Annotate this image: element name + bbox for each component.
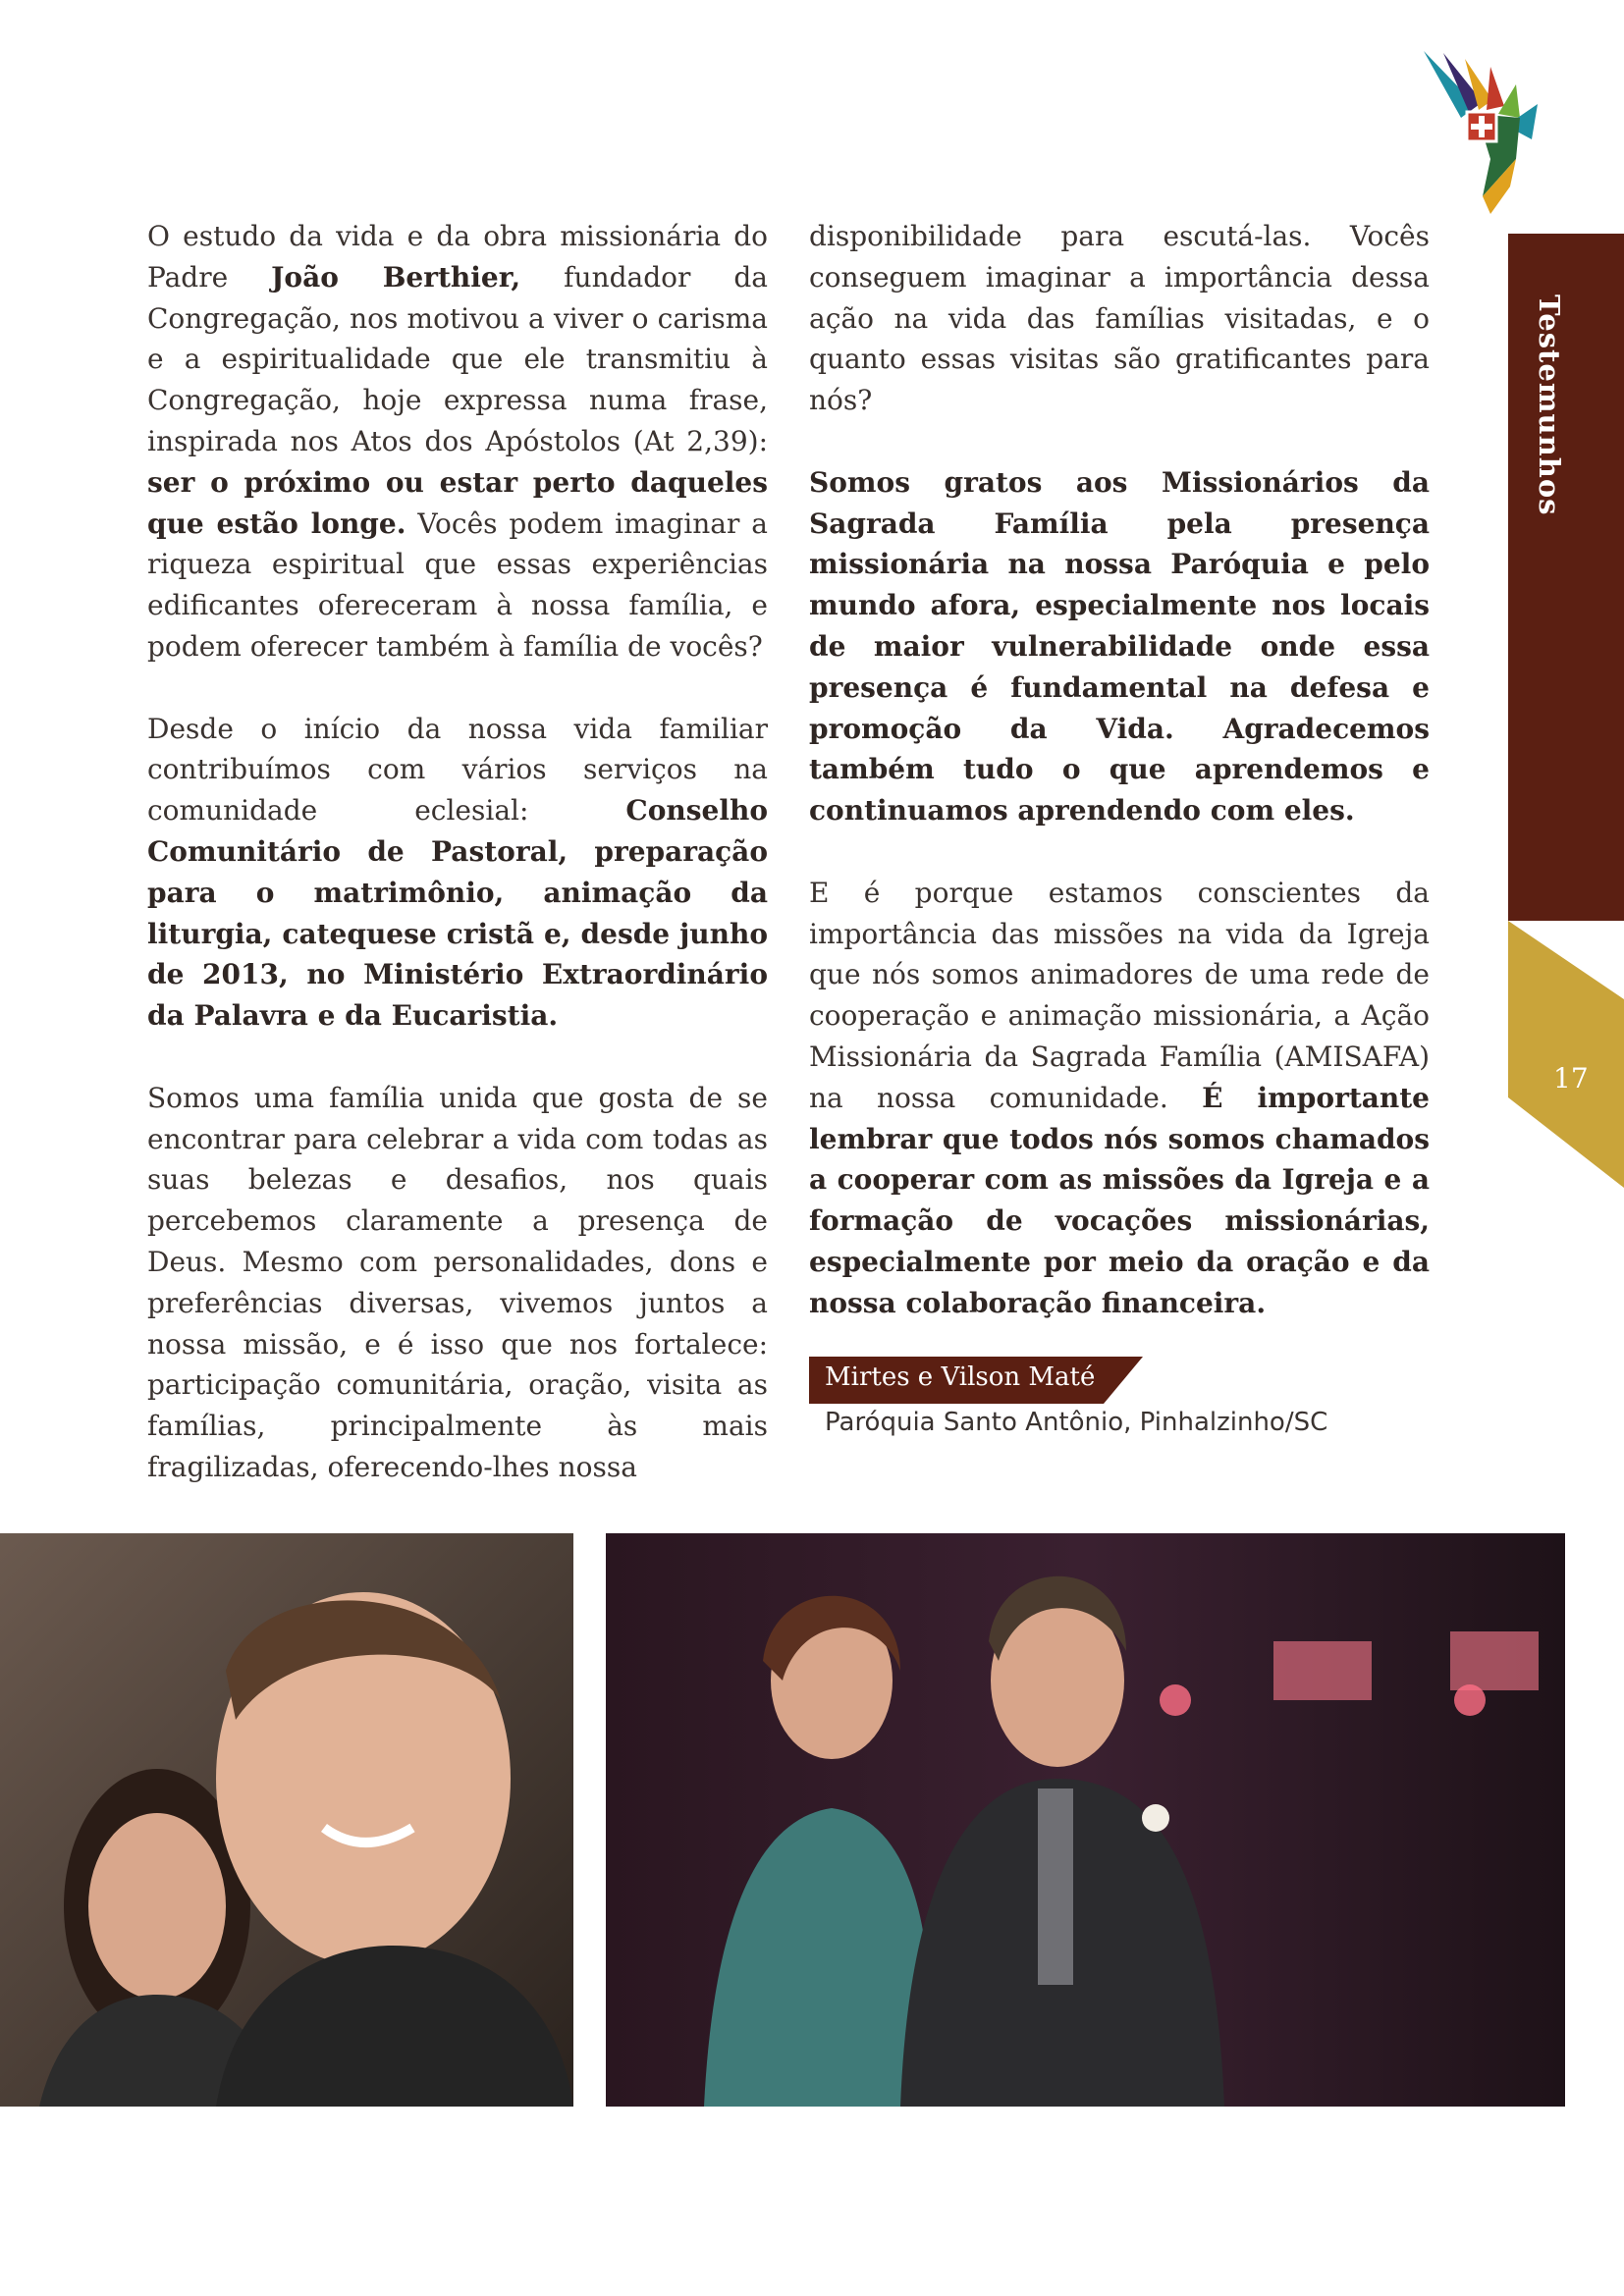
body-text: Vocês podem imaginar a riqueza espiritual que essas experiências edificantes ofereceram à nossa família, e podem oferecer também à família de vocês? — [147, 507, 768, 663]
couple-photo-young — [0, 1533, 573, 2107]
bold-text: ser o próximo ou estar perto daqueles que estão longe. — [147, 465, 768, 540]
paragraph — [809, 873, 1430, 1324]
paragraph — [809, 462, 1430, 831]
body-text: O estudo da vida e da obra missionária do Padre — [147, 220, 768, 294]
left-column — [147, 216, 768, 1529]
bold-text: Somos gratos aos Missionários da Sagrada Família pela presença missionária na nossa Paróquia e pelo mundo afora, especialmente nos locais de maior vulnerabilidade onde essa presença é fundamental na defesa e promoção da Vida. Agradecemos também tudo o que aprendemos e continuamos aprendendo com eles. — [809, 465, 1430, 828]
section-tab — [1508, 234, 1624, 1188]
signature-parish: Paróquia Santo Antônio, Pinhalzinho/SC — [825, 1408, 1328, 1437]
section-label: Testemunhos — [1533, 294, 1566, 516]
signature-names: Mirtes e Vilson Maté — [825, 1362, 1096, 1392]
body-text: fundador da Congregação, nos motivou a viver o carisma e a espiritualidade que ele transmitiu à Congregação, hoje expressa numa frase, inspirada nos Atos dos Apóstolos (At 2,39): — [147, 260, 768, 457]
congregation-logo — [1422, 49, 1559, 214]
paragraph — [147, 216, 768, 667]
bold-text: É importante lembrar que todos nós somos chamados a cooperar com as missões da Igreja e a formação de vocações missionárias, especialmente por meio da oração e da nossa colaboração financeira. — [809, 1081, 1430, 1319]
paragraph — [147, 1078, 768, 1488]
body-text: E é porque estamos conscientes da importância das missões na vida da Igreja que nós somos animadores de uma rede de cooperação e animação missionária, a Ação Missionária da Sagrada Família (AMISAFA) na nossa comunidade. — [809, 876, 1430, 1114]
paragraph — [809, 216, 1430, 421]
page-number: 17 — [1553, 1062, 1589, 1095]
bold-text: João Berthier, — [271, 260, 521, 294]
body-text: Somos uma família unida que gosta de se encontrar para celebrar a vida com todas as suas belezas e desafios, nos quais percebemos claramente a presença de Deus. Mesmo com personalidades, dons e preferências diversas, vivemos juntos a nossa missão, e é isso que nos fortalece: participação comunitária, oração, visita as famílias, principalmente às mais fragilizadas, oferecendo-lhes nossa — [147, 1081, 768, 1483]
body-text: disponibilidade para escutá-las. Vocês conseguem imaginar a importância dessa ação na vida das famílias visitadas, e o quanto essas visitas são gratificantes para nós? — [809, 220, 1430, 417]
couple-photo-elder — [606, 1533, 1565, 2107]
paragraph — [147, 709, 768, 1037]
bold-text: Conselho Comunitário de Pastoral, preparação para o matrimônio, animação da liturgia, catequese cristã e, desde junho de 2013, no Ministério Extraordinário da Palavra e da Eucaristia. — [147, 794, 768, 1033]
right-column — [809, 216, 1430, 1364]
body-text: Desde o início da nossa vida familiar contribuímos com vários serviços na comunidade eclesial: — [147, 712, 768, 828]
